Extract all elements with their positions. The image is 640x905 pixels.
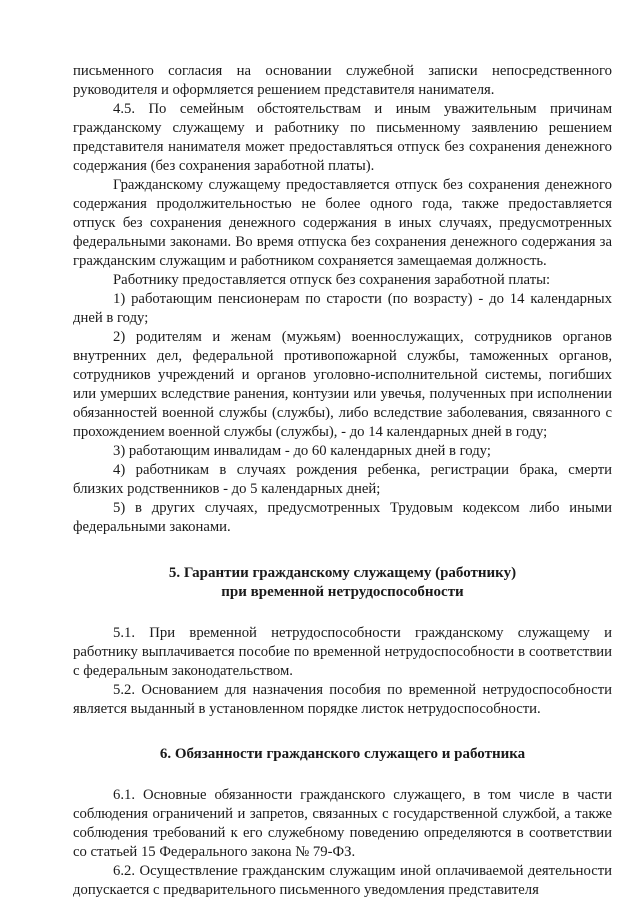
list-item-2: 2) родителям и женам (мужьям) военнослужащих, сотрудников органов внутренних дел, федеральной противопожарной службы, таможенных органов, сотрудников учреждений и органов уголовно-исполнительной системы, погибших или умерших вследствие ранения, контузии или увечья, полученных при исполнении обязанностей военной службы (службы), либо вследствие заболевания, связанного с прохождением военной службы (службы), - до 14 календарных дней в году;: [73, 329, 612, 440]
paragraph-worker-leave: Работнику предоставляется отпуск без сохранения заработной платы:: [113, 272, 551, 288]
list-item-3: 3) работающим инвалидам - до 60 календарных дней в году;: [113, 443, 491, 459]
list-item-1: 1) работающим пенсионерам по старости (по возрасту) - до 14 календарных дней в году;: [73, 291, 612, 326]
section-6-heading: [73, 745, 612, 764]
paragraph-6-2: 6.2. Осуществление гражданским служащим иной оплачиваемой деятельности допускается с предварительного письменного уведомления представителя: [73, 863, 612, 898]
section-5-body: [73, 624, 612, 719]
paragraph-continuation: письменного согласия на основании служебной записки непосредственного руководителя и оформляется решением представителя нанимателя.: [73, 63, 612, 98]
section-5-heading: [73, 564, 612, 602]
paragraph-6-1: 6.1. Основные обязанности гражданского служащего, в том числе в части соблюдения ограничений и запретов, связанных с государственной службой, а также соблюдения требований к его служебному поведению определяются в соответствии со статьей 15 Федерального закона № 79-ФЗ.: [73, 787, 612, 860]
section-5-heading-line-1: 5. Гарантии гражданскому служащему (работнику): [168, 565, 517, 581]
section-6-body: [73, 786, 612, 900]
paragraph-civil-servant-leave: Гражданскому служащему предоставляется отпуск без сохранения денежного содержания продолжительностью не более одного года, также предоставляется отпуск без сохранения денежного содержания в иных случаях, предусмотренных федеральными законами. Во время отпуска без сохранения денежного содержания за гражданским служащим и работником сохраняется замещаемая должность.: [73, 177, 612, 269]
list-item-5: 5) в других случаях, предусмотренных Трудовым кодексом либо иными федеральными законами.: [73, 500, 612, 535]
section-6-heading-text: 6. Обязанности гражданского служащего и работника: [159, 746, 526, 762]
paragraph-5-2: 5.2. Основанием для назначения пособия по временной нетрудоспособности является выданный в установленном порядке листок нетрудоспособности.: [73, 682, 612, 717]
section-5-heading-line-2: при временной нетрудоспособности: [221, 584, 464, 600]
list-item-4: 4) работникам в случаях рождения ребенка, регистрации брака, смерти близких родственников - до 5 календарных дней;: [73, 462, 612, 497]
paragraph-4-5: 4.5. По семейным обстоятельствам и иным уважительным причинам гражданскому служащему и работнику по письменному заявлению решением представителя нанимателя может предоставляться отпуск без сохранения денежного содержания (без сохранения заработной платы).: [73, 101, 612, 174]
document-body: [73, 62, 612, 537]
paragraph-5-1: 5.1. При временной нетрудоспособности гражданскому служащему и работнику выплачивается пособие по временной нетрудоспособности в соответствии с федеральным законодательством.: [73, 625, 612, 679]
